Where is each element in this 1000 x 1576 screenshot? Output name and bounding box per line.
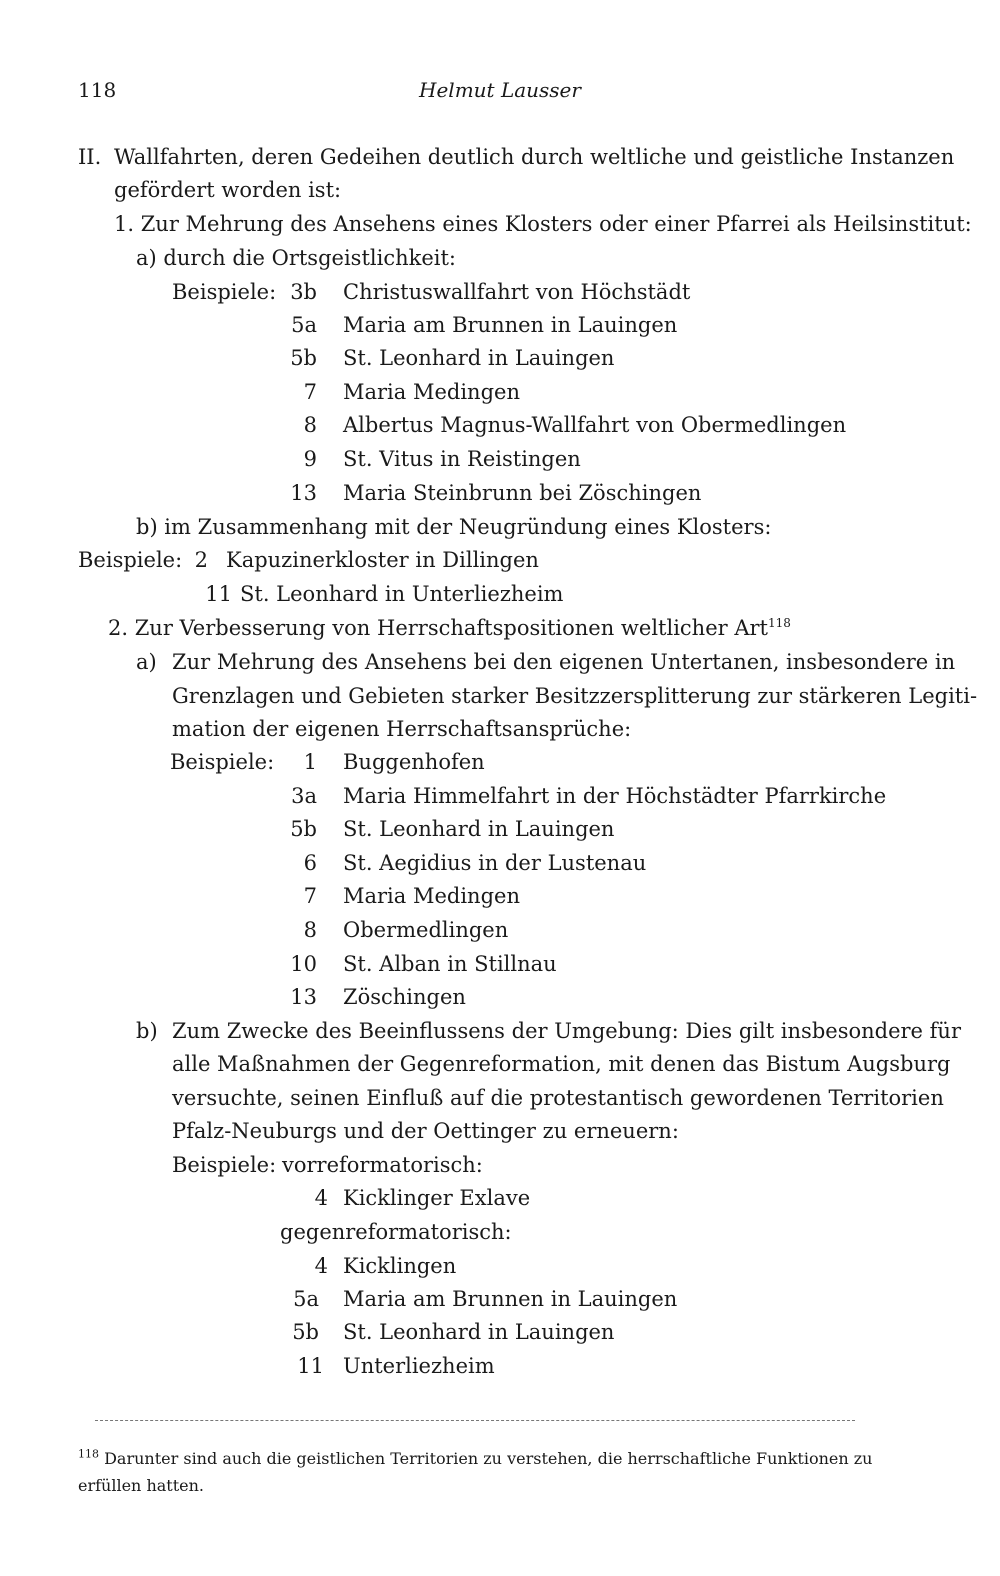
subsection-2b-label: b) [136, 1019, 158, 1043]
section-numeral: II. [78, 145, 102, 169]
list-item-number: 2 [194, 548, 208, 572]
list-item: Buggenhofen [343, 750, 485, 774]
list-item: Maria am Brunnen in Lauingen [343, 1287, 678, 1311]
pre-reformation-label: vorreformatorisch: [282, 1153, 483, 1177]
paragraph-line: Zur Mehrung des Ansehens bei den eigenen Untertanen, insbesondere in [172, 650, 956, 674]
footnote-line1 [78, 1446, 872, 1472]
subsection-1-heading: 1. Zur Mehrung des Ansehens eines Klosters oder einer Pfarrei als Heilsinstitut: [114, 212, 972, 236]
list-item: Kapuzinerkloster in Dillingen [226, 548, 539, 572]
list-item-number: 11 [297, 1354, 324, 1378]
footnote-line2: erfüllen hatten. [78, 1476, 204, 1495]
list-item-number: 5a [291, 313, 317, 337]
list-item: Obermedlingen [343, 918, 509, 942]
paragraph-line: mation der eigenen Herrschaftsansprüche: [172, 717, 632, 741]
page-number: 118 [78, 78, 117, 102]
list-item: Albertus Magnus-Wallfahrt von Obermedlingen [343, 413, 847, 437]
paragraph-line: Grenzlagen und Gebieten starker Besitzzersplitterung zur stärkeren Legiti- [172, 684, 978, 708]
list-item-number: 8 [303, 413, 317, 437]
list-item-number: 1 [303, 750, 317, 774]
running-head-author: Helmut Lausser [419, 78, 581, 102]
list-item-number: 5b [292, 1320, 319, 1344]
footnote-ref: 118 [768, 616, 791, 630]
paragraph-line: Pfalz-Neuburgs und der Oettinger zu erneuern: [172, 1119, 679, 1143]
list-item-number: 4 [314, 1186, 328, 1210]
list-item: St. Alban in Stillnau [343, 952, 557, 976]
paragraph-line: alle Maßnahmen der Gegenreformation, mit denen das Bistum Augsburg [172, 1052, 951, 1076]
counter-reformation-label: gegenreformatorisch: [280, 1220, 512, 1244]
list-item: Unterliezheim [343, 1354, 495, 1378]
list-item-number: 4 [314, 1254, 328, 1278]
list-item-number: 5b [290, 346, 317, 370]
list-item: St. Leonhard in Unterliezheim [240, 582, 564, 606]
list-item: St. Vitus in Reistingen [343, 447, 581, 471]
paragraph-line: versuchte, seinen Einfluß auf die protestantisch gewordenen Territorien [172, 1086, 944, 1110]
footnote-mark: 118 [78, 1447, 99, 1461]
list-item: St. Aegidius in der Lustenau [343, 851, 647, 875]
list-item: St. Leonhard in Lauingen [343, 1320, 615, 1344]
section-title-line2: gefördert worden ist: [114, 178, 342, 202]
list-item-number: 3b [290, 280, 317, 304]
list-item: Zöschingen [343, 985, 466, 1009]
list-item: Maria Himmelfahrt in der Höchstädter Pfarrkirche [343, 784, 887, 808]
list-item: Kicklinger Exlave [343, 1186, 531, 1210]
list-item: Kicklingen [343, 1254, 457, 1278]
list-item-number: 11 [205, 582, 232, 606]
subsection-2-heading [108, 614, 791, 642]
subsection-1b-label: b) im Zusammenhang mit der Neugründung eines Klosters: [136, 515, 772, 539]
subsection-2a-label: a) [136, 650, 157, 674]
list-item-number: 5a [293, 1287, 319, 1311]
subsection-2-heading-text: 2. Zur Verbesserung von Herrschaftspositionen weltlicher Art [108, 616, 768, 640]
list-item-number: 7 [303, 884, 317, 908]
list-item-number: 3a [291, 784, 317, 808]
footnote-separator [95, 1420, 855, 1421]
list-item-number: 13 [290, 481, 317, 505]
list-item-number: 9 [303, 447, 317, 471]
list-item: St. Leonhard in Lauingen [343, 817, 615, 841]
list-item: Christuswallfahrt von Höchstädt [343, 280, 691, 304]
examples-label: Beispiele: [172, 1153, 277, 1177]
list-item-number: 13 [290, 985, 317, 1009]
paragraph-line: Zum Zwecke des Beeinflussens der Umgebung: Dies gilt insbesondere für [172, 1019, 961, 1043]
examples-label: Beispiele: [170, 750, 275, 774]
list-item-number: 5b [290, 817, 317, 841]
list-item-number: 6 [303, 851, 317, 875]
subsection-1a-label: a) durch die Ortsgeistlichkeit: [136, 246, 456, 270]
list-item: Maria Steinbrunn bei Zöschingen [343, 481, 702, 505]
list-item-number: 8 [303, 918, 317, 942]
list-item-number: 7 [303, 380, 317, 404]
section-title-line1: Wallfahrten, deren Gedeihen deutlich durch weltliche und geistliche Instanzen [114, 145, 955, 169]
list-item: Maria am Brunnen in Lauingen [343, 313, 678, 337]
list-item: St. Leonhard in Lauingen [343, 346, 615, 370]
footnote-text: Darunter sind auch die geistlichen Territorien zu verstehen, die herrschaftliche Funktionen zu [104, 1449, 873, 1468]
list-item: Maria Medingen [343, 884, 520, 908]
list-item-number: 10 [290, 952, 317, 976]
examples-label: Beispiele: [78, 548, 183, 572]
examples-label: Beispiele: [172, 280, 277, 304]
list-item: Maria Medingen [343, 380, 520, 404]
